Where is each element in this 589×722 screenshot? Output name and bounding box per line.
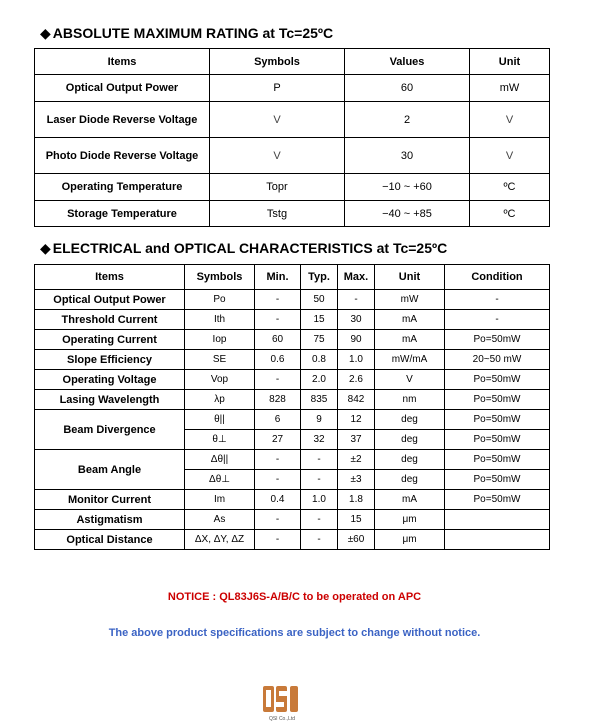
value-cell: 30 <box>345 138 470 174</box>
min-cell: - <box>255 470 301 490</box>
item-cell: Optical Output Power <box>35 75 210 102</box>
item-cell: Laser Diode Reverse Voltage <box>35 102 210 138</box>
typ-cell: 15 <box>301 310 338 330</box>
typ-cell: - <box>301 450 338 470</box>
col-header-items: Items <box>35 49 210 75</box>
unit-cell: μm <box>375 530 445 550</box>
typ-cell: 75 <box>301 330 338 350</box>
condition-cell: Po=50mW <box>445 470 550 490</box>
max-cell: 1.8 <box>338 490 375 510</box>
typ-cell: 9 <box>301 410 338 430</box>
typ-cell: 32 <box>301 430 338 450</box>
typ-cell: - <box>301 510 338 530</box>
max-cell: 15 <box>338 510 375 530</box>
typ-cell: 835 <box>301 390 338 410</box>
symbol-cell: ΔX, ΔY, ΔZ <box>185 530 255 550</box>
item-cell: Threshold Current <box>35 310 185 330</box>
min-cell: 0.6 <box>255 350 301 370</box>
table-row <box>35 310 550 330</box>
item-cell: Lasing Wavelength <box>35 390 185 410</box>
unit-cell: mW <box>375 290 445 310</box>
table-row <box>35 490 550 510</box>
min-cell: 27 <box>255 430 301 450</box>
symbol-cell: Δθ⊥ <box>185 470 255 490</box>
condition-cell: Po=50mW <box>445 450 550 470</box>
min-cell: 828 <box>255 390 301 410</box>
item-cell: Operating Temperature <box>35 174 210 201</box>
symbol-cell: P <box>210 75 345 102</box>
symbol-cell: θ|| <box>185 410 255 430</box>
typ-cell: 50 <box>301 290 338 310</box>
col-header-typ: Typ. <box>301 265 338 290</box>
symbol-cell: θ⊥ <box>185 430 255 450</box>
diamond-icon: ◆ <box>40 25 51 41</box>
symbol-cell: SE <box>185 350 255 370</box>
logo-letter-i <box>290 686 298 712</box>
table-row <box>35 350 550 370</box>
unit-cell: mA <box>375 310 445 330</box>
absolute-max-rating-table <box>34 48 550 227</box>
symbol-cell: Topr <box>210 174 345 201</box>
min-cell: 0.4 <box>255 490 301 510</box>
max-cell: 12 <box>338 410 375 430</box>
section2-title: ELECTRICAL and OPTICAL CHARACTERISTICS at Tc=25ºC <box>52 240 448 256</box>
unit-cell: V <box>470 102 550 138</box>
condition-cell: - <box>445 290 550 310</box>
item-cell: Optical Distance <box>35 530 185 550</box>
table-row <box>35 330 550 350</box>
min-cell: - <box>255 530 301 550</box>
max-cell: 90 <box>338 330 375 350</box>
symbol-cell: V <box>210 138 345 174</box>
max-cell: 30 <box>338 310 375 330</box>
unit-cell: deg <box>375 410 445 430</box>
unit-cell: ºC <box>470 174 550 201</box>
logo-letter-s-cut-bottom <box>276 702 284 707</box>
unit-cell: nm <box>375 390 445 410</box>
max-cell: 842 <box>338 390 375 410</box>
condition-cell: Po=50mW <box>445 490 550 510</box>
table-row <box>35 530 550 550</box>
table-row <box>35 174 550 201</box>
electrical-optical-table <box>34 264 550 550</box>
table-header-row <box>35 49 550 75</box>
section2-heading <box>40 240 447 257</box>
col-header-condition: Condition <box>445 265 550 290</box>
symbol-cell: Ith <box>185 310 255 330</box>
logo-subtext: QSI Co.,Ltd <box>268 716 296 722</box>
item-cell: Operating Voltage <box>35 370 185 390</box>
item-cell: Slope Efficiency <box>35 350 185 370</box>
condition-cell: Po=50mW <box>445 390 550 410</box>
unit-cell: ºC <box>470 201 550 227</box>
unit-cell: deg <box>375 450 445 470</box>
logo-letter-q-hole <box>266 690 271 707</box>
symbol-cell: Tstg <box>210 201 345 227</box>
condition-cell: 20~50 mW <box>445 350 550 370</box>
max-cell: ±3 <box>338 470 375 490</box>
condition-cell: Po=50mW <box>445 410 550 430</box>
unit-cell: mA <box>375 490 445 510</box>
unit-cell: V <box>375 370 445 390</box>
max-cell: ±2 <box>338 450 375 470</box>
unit-cell: mA <box>375 330 445 350</box>
logo-letter-s <box>276 686 287 712</box>
section1-heading <box>40 25 333 42</box>
max-cell: 37 <box>338 430 375 450</box>
table-row <box>35 510 550 530</box>
col-header-items: Items <box>35 265 185 290</box>
col-header-symbols: Symbols <box>210 49 345 75</box>
unit-cell: deg <box>375 430 445 450</box>
max-cell: 2.6 <box>338 370 375 390</box>
item-cell: Photo Diode Reverse Voltage <box>35 138 210 174</box>
typ-cell: - <box>301 530 338 550</box>
min-cell: 60 <box>255 330 301 350</box>
min-cell: - <box>255 290 301 310</box>
symbol-cell: λp <box>185 390 255 410</box>
table-header-row <box>35 265 550 290</box>
unit-cell: V <box>470 138 550 174</box>
symbol-cell: Δθ|| <box>185 450 255 470</box>
symbol-cell: Vop <box>185 370 255 390</box>
table-row <box>35 370 550 390</box>
condition-cell: Po=50mW <box>445 370 550 390</box>
table-row <box>35 102 550 138</box>
notice-apc: NOTICE : QL83J6S-A/B/C to be operated on APC <box>167 591 422 603</box>
item-cell: Storage Temperature <box>35 201 210 227</box>
value-cell: −10 ~ +60 <box>345 174 470 201</box>
diamond-icon: ◆ <box>40 240 51 256</box>
condition-cell: Po=50mW <box>445 330 550 350</box>
condition-cell: - <box>445 310 550 330</box>
item-cell-beam-angle: Beam Angle <box>35 450 185 490</box>
typ-cell: 2.0 <box>301 370 338 390</box>
max-cell: 1.0 <box>338 350 375 370</box>
max-cell: ±60 <box>338 530 375 550</box>
condition-cell <box>445 530 550 550</box>
table-row <box>35 201 550 227</box>
max-cell: - <box>338 290 375 310</box>
table-row <box>35 450 550 470</box>
item-cell: Astigmatism <box>35 510 185 530</box>
item-cell: Operating Current <box>35 330 185 350</box>
min-cell: - <box>255 310 301 330</box>
table-row <box>35 390 550 410</box>
col-header-unit: Unit <box>375 265 445 290</box>
table-row <box>35 410 550 430</box>
section1-title: ABSOLUTE MAXIMUM RATING at Tc=25ºC <box>52 25 334 41</box>
item-cell-beam-divergence: Beam Divergence <box>35 410 185 450</box>
symbol-cell: Iop <box>185 330 255 350</box>
symbol-cell: V <box>210 102 345 138</box>
value-cell: 60 <box>345 75 470 102</box>
symbol-cell: Im <box>185 490 255 510</box>
col-header-max: Max. <box>338 265 375 290</box>
col-header-min: Min. <box>255 265 301 290</box>
table-row <box>35 75 550 102</box>
item-cell: Monitor Current <box>35 490 185 510</box>
min-cell: - <box>255 510 301 530</box>
symbol-cell: As <box>185 510 255 530</box>
unit-cell: mW/mA <box>375 350 445 370</box>
notice-spec-change: The above product specifications are subject to change without notice. <box>108 627 481 639</box>
condition-cell <box>445 510 550 530</box>
symbol-cell: Po <box>185 290 255 310</box>
condition-cell: Po=50mW <box>445 430 550 450</box>
col-header-symbols: Symbols <box>185 265 255 290</box>
col-header-unit: Unit <box>470 49 550 75</box>
value-cell: −40 ~ +85 <box>345 201 470 227</box>
unit-cell: μm <box>375 510 445 530</box>
col-header-values: Values <box>345 49 470 75</box>
min-cell: 6 <box>255 410 301 430</box>
table-row <box>35 290 550 310</box>
min-cell: - <box>255 370 301 390</box>
unit-cell: mW <box>470 75 550 102</box>
typ-cell: 0.8 <box>301 350 338 370</box>
company-logo <box>262 684 302 722</box>
min-cell: - <box>255 450 301 470</box>
typ-cell: 1.0 <box>301 490 338 510</box>
value-cell: 2 <box>345 102 470 138</box>
item-cell: Optical Output Power <box>35 290 185 310</box>
logo-letter-s-cut-top <box>279 691 287 696</box>
table-row <box>35 138 550 174</box>
typ-cell: - <box>301 470 338 490</box>
unit-cell: deg <box>375 470 445 490</box>
